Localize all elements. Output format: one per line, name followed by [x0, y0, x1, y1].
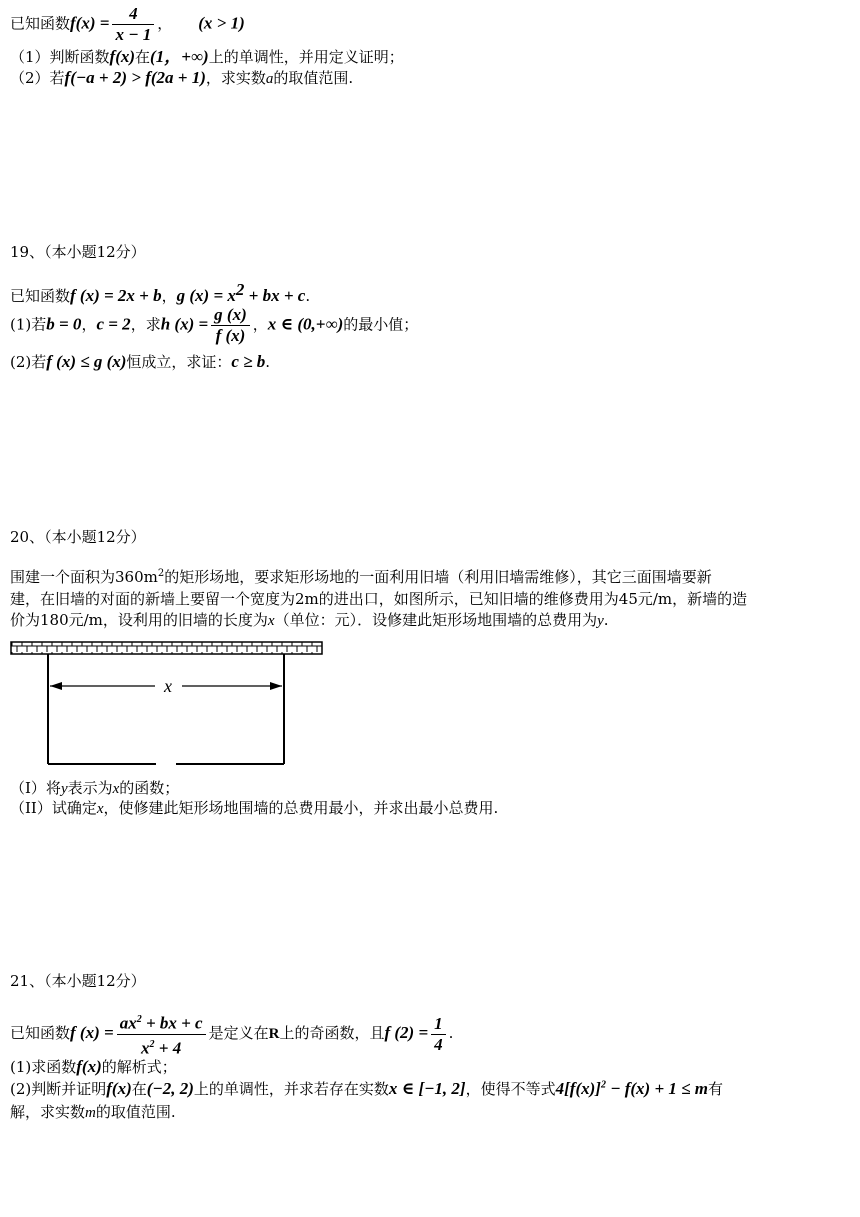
- text: 的取值范围.: [95, 1103, 176, 1121]
- fraction: [112, 4, 154, 45]
- arrow-right-icon: [270, 682, 282, 690]
- text: （单位：元）．设修建此矩形场地围墙的总费用为: [274, 611, 598, 629]
- q20-header: 20、（本小题12分）: [10, 528, 146, 546]
- q20-line3: [10, 609, 609, 630]
- part-label: （I）将: [10, 779, 61, 797]
- numerator: 1: [431, 1014, 446, 1035]
- q21-given-line: [10, 1010, 453, 1058]
- text: 的矩形场地，要求矩形场地的一面利用旧墙（利用旧墙需维修），其它三面围墙要新: [164, 568, 712, 586]
- text: 围建一个面积为360m: [10, 568, 158, 586]
- text: ，求实数: [205, 69, 266, 87]
- domain: x ∈ (0,+∞): [267, 314, 344, 334]
- text: 价为180元/m，设利用的旧墙的长度为: [10, 611, 268, 629]
- text: 的函数；: [119, 779, 180, 797]
- comma: ，: [252, 315, 268, 334]
- arrow-left-icon: [50, 682, 62, 690]
- q20-part2: [10, 797, 498, 818]
- q20-line2: 建，在旧墙的对面的新墙上要留一个宽度为2m的进出口，如图所示，已知旧墙的维修费用为45元/m，新墙的造: [10, 590, 748, 608]
- exponent: 2: [136, 1014, 142, 1025]
- dimension-label: x: [164, 676, 172, 696]
- text: 解，求实数: [10, 1103, 86, 1121]
- period: .: [265, 353, 271, 371]
- wall-figure: [10, 640, 330, 770]
- part-label: （1）判断函数: [10, 48, 110, 66]
- denominator: [117, 1035, 206, 1059]
- q19-part2: [10, 351, 270, 372]
- text: 在: [135, 48, 151, 66]
- function-lhs: f (x) =: [70, 1023, 114, 1043]
- variable: y: [597, 613, 604, 629]
- text: + bx + c: [141, 1013, 203, 1033]
- exponent: 2: [149, 1038, 155, 1050]
- q21-part2: [10, 1078, 723, 1099]
- x-range: x ∈ [−1, 2]: [388, 1079, 466, 1098]
- part-label: (1)求函数: [10, 1058, 77, 1076]
- text: 的解析式；: [101, 1058, 177, 1076]
- comma: ，: [161, 287, 177, 305]
- f-definition: f (x) = 2x + b: [70, 286, 162, 305]
- part-label: (2)若: [10, 353, 47, 371]
- variable: x: [112, 781, 120, 797]
- numerator: [117, 1010, 206, 1035]
- inequality: [556, 1079, 708, 1098]
- interval: (−2, 2): [146, 1079, 194, 1098]
- text: x: [141, 1038, 150, 1058]
- given-prefix: 已知函数: [10, 287, 71, 305]
- q21-header: 21、（本小题12分）: [10, 972, 146, 990]
- fraction: [431, 1014, 446, 1055]
- variable: x: [96, 801, 104, 817]
- function-name: f(x): [106, 1079, 132, 1098]
- q18-part1: [10, 42, 404, 67]
- text: ，使得不等式: [465, 1080, 556, 1098]
- comma: ，: [81, 315, 97, 334]
- variable: a: [265, 71, 274, 87]
- inequality: f (x) ≤ g (x): [46, 352, 127, 371]
- text: 在: [131, 1080, 147, 1098]
- part-label: （II）试确定: [10, 799, 97, 817]
- function-name: f(x): [76, 1057, 102, 1076]
- q19-given-line: [10, 280, 310, 306]
- denominator: x − 1: [115, 25, 152, 44]
- c-value: c = 2: [96, 314, 131, 334]
- g-definition-tail: + bx + c: [244, 286, 306, 305]
- part-label: （2）若: [10, 69, 65, 87]
- numerator: 4: [112, 4, 154, 25]
- q19-part1: [10, 305, 418, 346]
- exponent: 2: [157, 568, 165, 579]
- text: 的取值范围.: [273, 69, 354, 87]
- domain-condition: (x > 1): [198, 13, 245, 33]
- period: .: [603, 611, 609, 629]
- text: 的最小值；: [343, 315, 419, 334]
- q21-part1: [10, 1056, 177, 1077]
- fraction: [117, 1010, 206, 1058]
- text: ，使修建此矩形场地围墙的总费用最小，并求出最小总费用.: [103, 799, 499, 817]
- function-lhs: f(x) =: [70, 13, 110, 33]
- q18-part2: [10, 67, 353, 88]
- text: − f(x) + 1 ≤ m: [605, 1079, 708, 1098]
- part-label: (1)若: [10, 315, 47, 334]
- real-set: R: [268, 1026, 280, 1043]
- q18-given-line: [10, 4, 245, 45]
- given-prefix: 已知函数: [10, 1024, 71, 1043]
- variable: x: [267, 613, 275, 629]
- variable: m: [85, 1105, 96, 1121]
- denominator: f (x): [215, 326, 246, 345]
- b-value: b = 0: [46, 314, 82, 334]
- interval: (1，+∞): [150, 47, 209, 66]
- inequality: f(−a + 2) > f(2a + 1): [64, 68, 206, 87]
- text: 4[f(x)]: [555, 1079, 601, 1098]
- text: 上的单调性，并求若存在实数: [193, 1080, 389, 1098]
- h-lhs: h (x) =: [160, 314, 209, 334]
- f2-lhs: f (2) =: [384, 1023, 429, 1043]
- exponent: 2: [235, 280, 245, 299]
- text: 表示为: [67, 779, 113, 797]
- exponent: 2: [600, 1079, 606, 1091]
- text: 恒成立，求证：: [126, 353, 232, 371]
- q19-header: 19、（本小题12分）: [10, 243, 146, 261]
- comma: ，: [157, 14, 173, 33]
- text: 是定义在: [208, 1024, 269, 1043]
- conclusion: c ≥ b: [231, 352, 266, 371]
- part-label: (2)判断并证明: [10, 1080, 107, 1098]
- period: .: [448, 1024, 454, 1043]
- old-wall: [11, 642, 322, 654]
- q21-part2-line2: [10, 1101, 176, 1122]
- text: 有: [707, 1080, 723, 1098]
- text: ，求: [130, 315, 161, 334]
- variable: y: [60, 781, 68, 797]
- text: + 4: [154, 1038, 182, 1058]
- g-definition: g (x) = x: [176, 286, 236, 305]
- fraction: [211, 305, 250, 346]
- numerator: g (x): [211, 305, 250, 326]
- text: 上的奇函数，且: [279, 1024, 385, 1043]
- denominator: 4: [434, 1034, 443, 1054]
- function-name: f(x): [109, 47, 136, 66]
- text: ax: [119, 1013, 137, 1033]
- period: .: [305, 287, 311, 305]
- text: 上的单调性，并用定义证明；: [208, 48, 404, 66]
- q20-line1: [10, 566, 712, 587]
- given-prefix: 已知函数: [10, 14, 71, 33]
- q20-part1: [10, 777, 179, 798]
